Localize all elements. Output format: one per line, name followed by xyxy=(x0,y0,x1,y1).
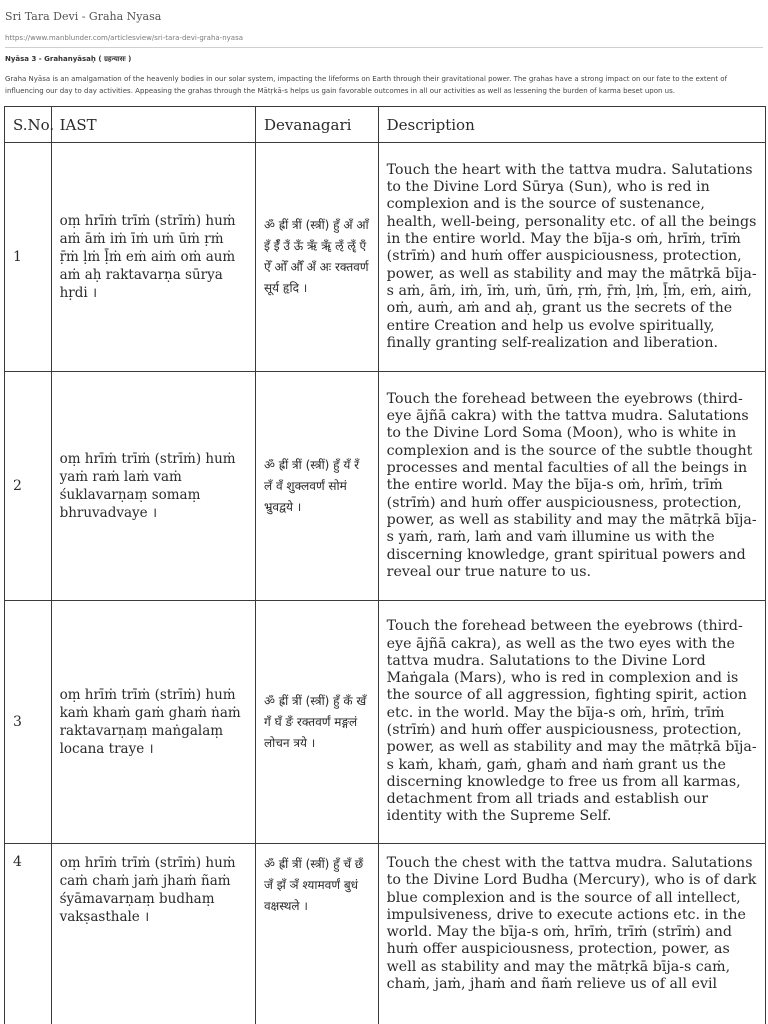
table-row xyxy=(5,372,766,601)
cell-iast: oṃ hrīṁ trīṁ (strīṁ) huṁ aṁ āṁ iṁ īṁ uṁ ūṁ ṛṁ ṝṁ ḷṁ ḹṁ eṁ aiṁ oṁ auṁ aṁ aḥ raktavarṇa sūrya hṛdi । xyxy=(51,143,255,372)
document-title: Sri Tara Devi - Graha Nyasa xyxy=(5,10,162,23)
cell-description: Touch the chest with the tattva mudra. Salutations to the Divine Lord Budha (Mercury), who is of dark blue complexion and is the source of all intellect, impulsiveness, drive to execute actions etc. in the world. May the bīja-s oṁ, hrīṁ, trīṁ (strīṁ) and huṁ offer auspiciousness, protection, power, as well as stability and may the mātṛkā bīja-s caṁ, chaṁ, jaṁ, jhaṁ and ñaṁ relieve us of all evil xyxy=(378,844,765,1024)
cell-devanagari: ॐ ह्रीं त्रीं (स्त्रीं) हुँ कँ खँ गँ घँ ङँ रक्तवर्णं मङ्गलं लोचन त्रये । xyxy=(256,601,379,844)
cell-sno: 4 xyxy=(5,844,52,1024)
header-iast: IAST xyxy=(51,107,255,143)
nyasa-table xyxy=(4,106,766,1024)
table-row xyxy=(5,844,766,1024)
cell-description: Touch the forehead between the eyebrows (third-eye ājñā cakra), as well as the two eyes with the tattva mudra. Salutations to the Divine Lord Maṅgala (Mars), who is red in complexion and is the source of all aggression, fighting spirit, action etc. in the world. May the bīja-s oṁ, hrīṁ, trīṁ (strīṁ) and huṁ offer auspiciousness, protection, power, as well as stability and may the mātṛkā bīja-s kaṁ, khaṁ, gaṁ, ghaṁ and ṅaṁ grant us the discerning knowledge to free us from all karmas, detachment from all triads and establish our identity with the Supreme Self. xyxy=(378,601,765,844)
cell-description: Touch the heart with the tattva mudra. Salutations to the Divine Lord Sūrya (Sun), who is red in complexion and is the source of sustenance, health, well-being, personality etc. of all the beings in the entire world. May the bīja-s oṁ, hrīṁ, trīṁ (strīṁ) and huṁ offer auspiciousness, protection, power, as well as stability and may the mātṛkā bīja-s aṁ, āṁ, iṁ, īṁ, uṁ, ūṁ, ṛṁ, ṝṁ, ḷṁ, ḹṁ, eṁ, aiṁ, oṁ, auṁ, aṁ and aḥ, grant us the secrets of the entire Creation and help us evolve spiritually, finally granting self-realization and liberation. xyxy=(378,143,765,372)
intro-paragraph: Graha Nyāsa is an amalgamation of the heavenly bodies in our solar system, impacting the lifeforms on Earth through their gravitational power. The grahas have a strong impact on our fate to the extent of influencing our day to day activities. Appeasing the grahas through the Mātṛkā-s helps us gain favorable outcomes in all our activities as well as lessening the burden of karma beset upon us. xyxy=(5,75,728,95)
cell-devanagari: ॐ ह्रीं त्रीं (स्त्रीं) हुँ चँ छँ जँ झँ ञँ श्यामवर्णं बुधं वक्षस्थले । xyxy=(256,844,379,1024)
cell-iast: oṃ hrīṁ trīṁ (strīṁ) huṁ yaṁ raṁ laṁ vaṁ śuklavarṇaṃ somaṃ bhruvadvaye । xyxy=(51,372,255,601)
cell-iast: oṃ hrīṁ trīṁ (strīṁ) huṁ kaṁ khaṁ gaṁ ghaṁ ṅaṁ raktavarṇaṃ maṅgalaṃ locana traye । xyxy=(51,601,255,844)
table-row xyxy=(5,601,766,844)
header-sno: S.No. xyxy=(5,107,52,143)
table-header-row xyxy=(5,107,766,143)
section-heading: Nyāsa 3 - Grahanyāsaḥ ( ग्रहन्यासः ) xyxy=(5,55,132,63)
cell-iast: oṃ hrīṁ trīṁ (strīṁ) huṁ caṁ chaṁ jaṁ jhaṁ ñaṁ śyāmavarṇaṃ budhaṃ vakṣasthale । xyxy=(51,844,255,1024)
cell-devanagari: ॐ ह्रीं त्रीं (स्त्रीं) हुँ अँ आँ इँ ईँ उँ ऊँ ऋँ ॠँ ऌँ ॡँ एँ ऐँ ओँ औँ अँ अः रक्तवर्ण सूर्य हृदि । xyxy=(256,143,379,372)
cell-sno: 1 xyxy=(5,143,52,372)
header-description: Description xyxy=(378,107,765,143)
table-row xyxy=(5,143,766,372)
cell-sno: 2 xyxy=(5,372,52,601)
header-devanagari: Devanagari xyxy=(256,107,379,143)
document-url[interactable]: https://www.manblunder.com/articlesview/sri-tara-devi-graha-nyasa xyxy=(5,34,244,42)
cell-description: Touch the forehead between the eyebrows (third-eye ājñā cakra) with the tattva mudra. Salutations to the Divine Lord Soma (Moon), who is white in complexion and is the source of the subtle thought processes and mental faculties of all the beings in the entire world. May the bīja-s oṁ, hrīṁ, trīṁ (strīṁ) and huṁ offer auspiciousness, protection, power, as well as stability and may the mātṛkā bīja-s yaṁ, raṁ, laṁ and vaṁ illumine us with the discerning knowledge, grant spiritual powers and reveal our true nature to us. xyxy=(378,372,765,601)
cell-sno: 3 xyxy=(5,601,52,844)
cell-devanagari: ॐ ह्रीं त्रीं (स्त्रीं) हुँ यँ रँ लँ वँ शुक्लवर्णं सोमं भ्रुवद्वये । xyxy=(256,372,379,601)
divider xyxy=(5,47,763,48)
